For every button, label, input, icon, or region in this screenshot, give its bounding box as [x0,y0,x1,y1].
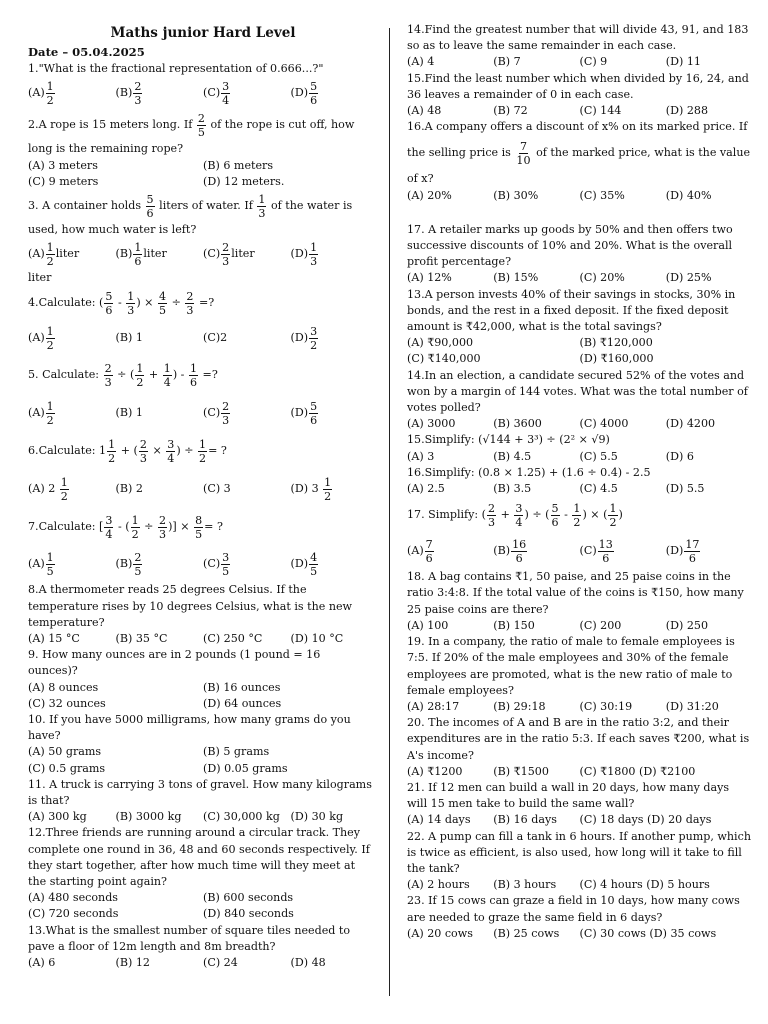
option-b: (B) 16 ounces [203,680,281,694]
option-c: (C) 250 °C [203,632,263,646]
question-text: the selling price is $\frac{7}{10}$ of the marked price, what is the value [407,139,751,167]
fraction: $\frac{1}{3}$ [258,192,266,220]
question-6 [28,432,378,508]
option-b: (B) 25 cows [493,926,560,940]
option-d: (D) ₹160,000 [579,352,654,366]
option-b: (B) 3.5 [493,482,532,496]
question-text-line: 10. If you have 5000 milligrams, how many grams do you [28,713,351,727]
question-text-line: 11. A truck is carrying 3 tons of gravel. How many kilograms [28,777,372,791]
fraction: $\frac{1}{2}$ [46,79,54,107]
question-text: 3. A container holds $\frac{5}{6}$ liters of water. If $\frac{1}{3}$ of the water is [28,192,353,220]
column-divider [389,28,390,996]
options [407,103,752,119]
question-text-line: 16.Simplify: (0.8 × 1.25) + (1.6 ÷ 0.4) - 2.5 [407,465,651,479]
question-text-line: 13.A person invests 40% of their savings in stocks, 30% in [407,287,736,301]
question-20 [407,715,752,780]
question-text-line: 18. A bag contains ₹1, 50 paise, and 25 paise coins in the [407,570,731,584]
question-22 [407,829,752,894]
question-10 [28,712,378,777]
question-text-line: pave a floor of 12m length and 8m breadth? [28,939,276,953]
option-a: (A) 2 $\frac{1}{2}$ [28,475,68,503]
option-a: (A) $\frac{1}{2}$ [28,399,54,427]
question-8 [28,582,378,647]
question-text-line: successive discounts of 10% and 20%. What is the overall [407,239,733,253]
question-23 [407,893,752,942]
option-b: (B) 72 [493,104,528,118]
option-b: (B) 600 seconds [203,891,294,905]
question-text-line: so as to leave the same remainder in each case. [407,39,677,53]
fraction: $\frac{3}{4}$ [222,79,230,107]
options [407,699,752,715]
option-b: (B) 12 [115,956,150,970]
question-18 [407,569,752,634]
options [28,158,378,190]
options [407,618,752,634]
option-c: (C) 720 seconds [28,907,119,921]
option-a: (A) 50 grams [28,745,102,759]
option-b: (B) $\frac{2}{5}$ [115,550,142,578]
left-column [28,22,378,971]
option-d: (D) 30 kg [290,810,344,824]
question-text-line: 36 leaves a remainder of 0 in each case. [407,87,634,101]
option-b: (B) 3600 [493,417,542,431]
question-text-line: profit percentage? [407,255,512,269]
option-d: (D) 40% [665,188,712,202]
question-text-line: A's income? [407,748,474,762]
option-b: (B) 7 [493,55,521,69]
question-text-line: will 15 men take to build the same wall? [407,797,635,811]
option-b: (B) 4.5 [493,449,532,463]
option-a: (A) $\frac{7}{6}$ [407,537,433,565]
option-c: (C) 9 meters [28,174,99,188]
options [407,335,752,367]
option-c-d: (C) 4 hours (D) 5 hours [579,878,710,892]
option-a: (A) ₹1200 [407,764,463,778]
question-text-line: 13.What is the smallest number of square tiles needed to [28,923,351,937]
option-a: (A) $\frac{1}{2}$ [28,324,54,352]
options [28,238,378,270]
question-text-line: employees are promoted, what is the new ratio of male to [407,667,733,681]
option-c: (C) 4000 [579,417,629,431]
question-12 [28,825,378,922]
question-14 [407,22,752,71]
question-text: 2.A rope is 15 meters long. If $\frac{2}{5}$ of the rope is cut off, how [28,111,355,139]
option-c-d: (C) ₹1800 (D) ₹2100 [579,764,696,778]
question-text-line: the starting point again? [28,875,167,889]
option-b: (B) 30% [493,188,539,202]
question-7 [28,508,378,582]
question-text-line: 21. If 12 men can build a wall in 20 days, how many days [407,780,730,794]
option-d: (D) 288 [665,104,709,118]
option-b: (B) 3 hours [493,878,557,892]
option-d: (D) $\frac{17}{6}$ [665,537,700,565]
options [28,680,378,712]
page-title: Maths junior Hard Level [110,25,296,41]
option-b: (B) 29:18 [493,699,546,713]
question-text-line: the tank? [407,861,460,875]
option-a: (A) $\frac{1}{2}$ liter [28,240,80,268]
option-b: (B) 16 days [493,813,557,827]
option-d: (D) 12 meters. [203,174,285,188]
options [407,812,752,828]
option-a: (A) 4 [407,55,435,69]
option-c: (C) $\frac{2}{3}$ [203,399,230,427]
option-b: (B) 15% [493,271,539,285]
question-text-line: used, how much water is left? [28,223,197,237]
question-text-line: ratio 3:4:8. If the total value of the coins is ₹150, how many [407,586,744,600]
question-11 [28,777,378,826]
option-c: (C) 200 [579,618,622,632]
question-text-line: are needed to graze the same field in 6 days? [407,910,663,924]
fraction: $\frac{5}{6}$ [146,192,154,220]
question-text-line: 15.Find the least number which when divided by 16, 24, and [407,71,749,85]
question-17 [407,222,752,287]
question-text-line: 22. A pump can fill a tank in 6 hours. If another pump, which [407,829,751,843]
options [407,416,752,432]
options [28,955,378,971]
question-text: 7.Calculate: [ $\frac{3}{4}$ - ( $\frac{1}{2}$ ÷ $\frac{2}{3}$ )] × $\frac{8}{5}$ = ? [28,513,223,541]
question-text-line: long is the remaining rope? [28,142,184,156]
question-text-line: female employees? [407,683,514,697]
question-4 [28,286,378,356]
options [28,470,378,508]
option-c: (C) $\frac{2}{3}$ liter [203,240,255,268]
option-b: (B) 6 meters [203,158,274,172]
option-c: (C)2 [203,331,228,345]
options [407,481,752,497]
options [28,394,378,432]
option-a: (A) 3 meters [28,158,98,172]
option-c: (C) 30,000 kg [203,810,280,824]
option-b: (B) 1 [115,406,143,420]
question-13-investment [407,287,752,368]
option-c: (C) 3 [203,482,231,496]
options [28,631,378,647]
question-16-simplify [407,465,752,497]
question-3 [28,190,378,286]
question-text-line: temperature rises by 10 degrees Celsius, what is the new [28,599,353,613]
option-a: (A) 48 [407,104,442,118]
fraction: $\frac{2}{5}$ [197,111,205,139]
option-a: (A) 14 days [407,813,471,827]
option-d: (D) 48 [290,956,326,970]
options [28,320,378,356]
option-c: (C) $\frac{13}{6}$ [579,537,613,565]
option-b: (B) 2 [115,482,143,496]
option-c: (C) 24 [203,956,238,970]
question-text-line: 23. If 15 cows can graze a field in 10 days, how many cows [407,894,740,908]
question-text-line: 17. A retailer marks up goods by 50% and then offers two [407,222,733,236]
option-b: (B) 5 grams [203,745,270,759]
options [407,54,752,70]
question-15 [407,71,752,120]
question-16 [407,119,752,204]
option-d: (D) 6 [665,449,694,463]
question-5 [28,356,378,432]
question-text: 17. Simplify: ( $\frac{2}{3}$ + $\frac{3}{4}$ ) ÷ ( $\frac{5}{6}$ - $\frac{1}{2}$ ) × ( $\frac{1}{2}$ ) [407,501,623,529]
options [407,188,752,204]
options [28,744,378,776]
option-a: (A) 3 [407,449,435,463]
question-text-line: have? [28,729,61,743]
question-text-line: ounces)? [28,664,78,678]
option-a: (A) 20 cows [407,926,473,940]
options [407,764,752,780]
option-a: (A) $\frac{1}{5}$ [28,550,54,578]
fraction: $\frac{2}{3}$ [222,240,230,268]
question-21 [407,780,752,829]
options [28,809,378,825]
question-text: 4.Calculate: ( $\frac{5}{6}$ - $\frac{1}{3}$ ) × $\frac{4}{5}$ ÷ $\frac{2}{3}$ =? [28,289,215,317]
option-d: (D) 250 [665,618,709,632]
option-a: (A) 2.5 [407,482,445,496]
option-d: (D) 10 °C [290,632,344,646]
question-19 [407,634,752,715]
question-14-election [407,368,752,433]
option-b: (B) 1 [115,331,143,345]
option-d-tail: liter [28,271,52,285]
date-line: Date – 05.04.2025 [28,45,145,59]
option-b: (B) $\frac{16}{6}$ [493,537,527,565]
fraction: $\frac{2}{3}$ [134,79,142,107]
option-b: (B) 3000 kg [115,810,182,824]
option-b: (B) $\frac{2}{3}$ [115,79,142,107]
option-c: (C) 0.5 grams [28,761,106,775]
question-text-line: won by a margin of 144 votes. What was the total number of [407,384,748,398]
question-text-line: 19. In a company, the ratio of male to female employees is [407,635,735,649]
option-b: (B) ₹120,000 [579,336,653,350]
option-b: (B) 35 °C [115,632,168,646]
options [407,533,752,569]
option-d: (D) 840 seconds [203,907,294,921]
option-a: (A) 100 [407,618,449,632]
option-a: (A) 12% [407,271,452,285]
options [28,546,378,582]
option-c: (C) 4.5 [579,482,618,496]
question-text-line: 9. How many ounces are in 2 pounds (1 pound = 16 [28,648,321,662]
question-text: 1."What is the fractional representation of 0.666...?" [28,62,324,76]
option-c: (C) $\frac{3}{5}$ [203,550,230,578]
option-c: (C) 35% [579,188,625,202]
question-text-line: 8.A thermometer reads 25 degrees Celsius. If the [28,583,307,597]
question-2 [28,109,378,190]
question-text-line: 7:5. If 20% of the male employees and 30% of the female [407,651,729,665]
option-a: (A) 8 ounces [28,680,99,694]
right-column [407,22,752,942]
option-c: (C) ₹140,000 [407,352,481,366]
options [407,449,752,465]
option-a: (A) 3000 [407,417,456,431]
option-a: (A) 28:17 [407,699,460,713]
question-17-simplify [407,497,752,569]
question-text-line: 16.A company offers a discount of x% on its marked price. If [407,120,748,134]
option-d: (D) $\frac{1}{3}$ [290,240,318,268]
fraction: $\frac{5}{6}$ [310,79,318,107]
option-a: (A) 6 [28,956,56,970]
option-d: (D) $\frac{5}{6}$ [290,399,318,427]
option-a: (A) 480 seconds [28,891,118,905]
option-c-d: (C) 18 days (D) 20 days [579,813,712,827]
option-d: (D) 31:20 [665,699,719,713]
question-text-line: complete one round in 36, 48 and 60 seconds respectively. If [28,842,370,856]
options [28,77,378,109]
option-b: (B) ₹1500 [493,764,549,778]
question-13 [28,923,378,972]
question-text-line: amount is ₹42,000, what is the total savings? [407,320,662,334]
question-text-line: 14.Find the greatest number that will divide 43, 91, and 183 [407,23,749,36]
question-text-line: is that? [28,794,70,808]
option-d: (D) 0.05 grams [203,761,288,775]
option-a: (A) 2 hours [407,878,470,892]
option-c: (C) 144 [579,104,622,118]
option-d: (D) 25% [665,271,712,285]
question-text-line: 20. The incomes of A and B are in the ratio 3:2, and their [407,716,729,730]
question-text-line: 15.Simplify: (√144 + 3³) ÷ (2² × √9) [407,433,610,447]
option-d: (D) $\frac{4}{5}$ [290,550,318,578]
question-text-line: of x? [407,172,434,186]
option-c: (C) 5.5 [579,449,618,463]
question-text: 5. Calculate: $\frac{2}{3}$ ÷ ( $\frac{1}{2}$ + $\frac{1}{4}$ ) - $\frac{1}{6}$ =? [28,361,218,389]
option-c: (C) 32 ounces [28,696,106,710]
option-d: (D) $\frac{5}{6}$ [290,79,318,107]
option-b: (B) $\frac{1}{6}$ liter [115,240,167,268]
question-text-line: temperature? [28,615,105,629]
question-1 [28,61,378,109]
question-text: 6.Calculate: 1 $\frac{1}{2}$ + ( $\frac{2}{3}$ × $\frac{3}{4}$ ) ÷ $\frac{1}{2}$ = ? [28,437,227,465]
options [407,926,752,942]
option-a: (A) 15 °C [28,632,80,646]
options [28,890,378,922]
question-text-line: bonds, and the rest in a fixed deposit. If the fixed deposit [407,303,729,317]
question-text-line: 14.In an election, a candidate secured 52% of the votes and [407,368,745,382]
option-b: (B) 150 [493,618,535,632]
option-c-d: (C) 30 cows (D) 35 cows [579,926,717,940]
option-d: (D) 64 ounces [203,696,282,710]
option-c: (C) 20% [579,271,625,285]
option-c: (C) 9 [579,55,608,69]
question-15-simplify [407,432,752,464]
question-text-line: is twice as efficient, is also used, how long will it take to fill [407,845,742,859]
fraction: $\frac{1}{2}$ [46,240,54,268]
option-a: (A) $\frac{1}{2}$ [28,79,54,107]
fraction: $\frac{1}{3}$ [310,240,318,268]
question-text-line: expenditures are in the ratio 5:3. If each saves ₹200, what is [407,732,750,746]
option-d: (D) $\frac{3}{2}$ [290,324,318,352]
option-d: (D) 11 [665,55,701,69]
option-c: (C) 30:19 [579,699,633,713]
question-text-line: they start together, after how much time will they meet at [28,858,356,872]
options [407,270,752,286]
option-c: (C) $\frac{3}{4}$ [203,79,230,107]
option-a: (A) 20% [407,188,452,202]
question-text-line: 12.Three friends are running around a circular track. They [28,826,361,840]
option-a: (A) 300 kg [28,810,87,824]
option-a: (A) ₹90,000 [407,336,474,350]
question-text-line: 25 paise coins are there? [407,602,549,616]
question-text-line: votes polled? [407,401,481,415]
fraction: $\frac{1}{6}$ [134,240,142,268]
option-d: (D) 3 $\frac{1}{2}$ [290,475,332,503]
option-d: (D) 4200 [665,417,716,431]
options [407,877,752,893]
question-9 [28,647,378,712]
option-d: (D) 5.5 [665,482,705,496]
